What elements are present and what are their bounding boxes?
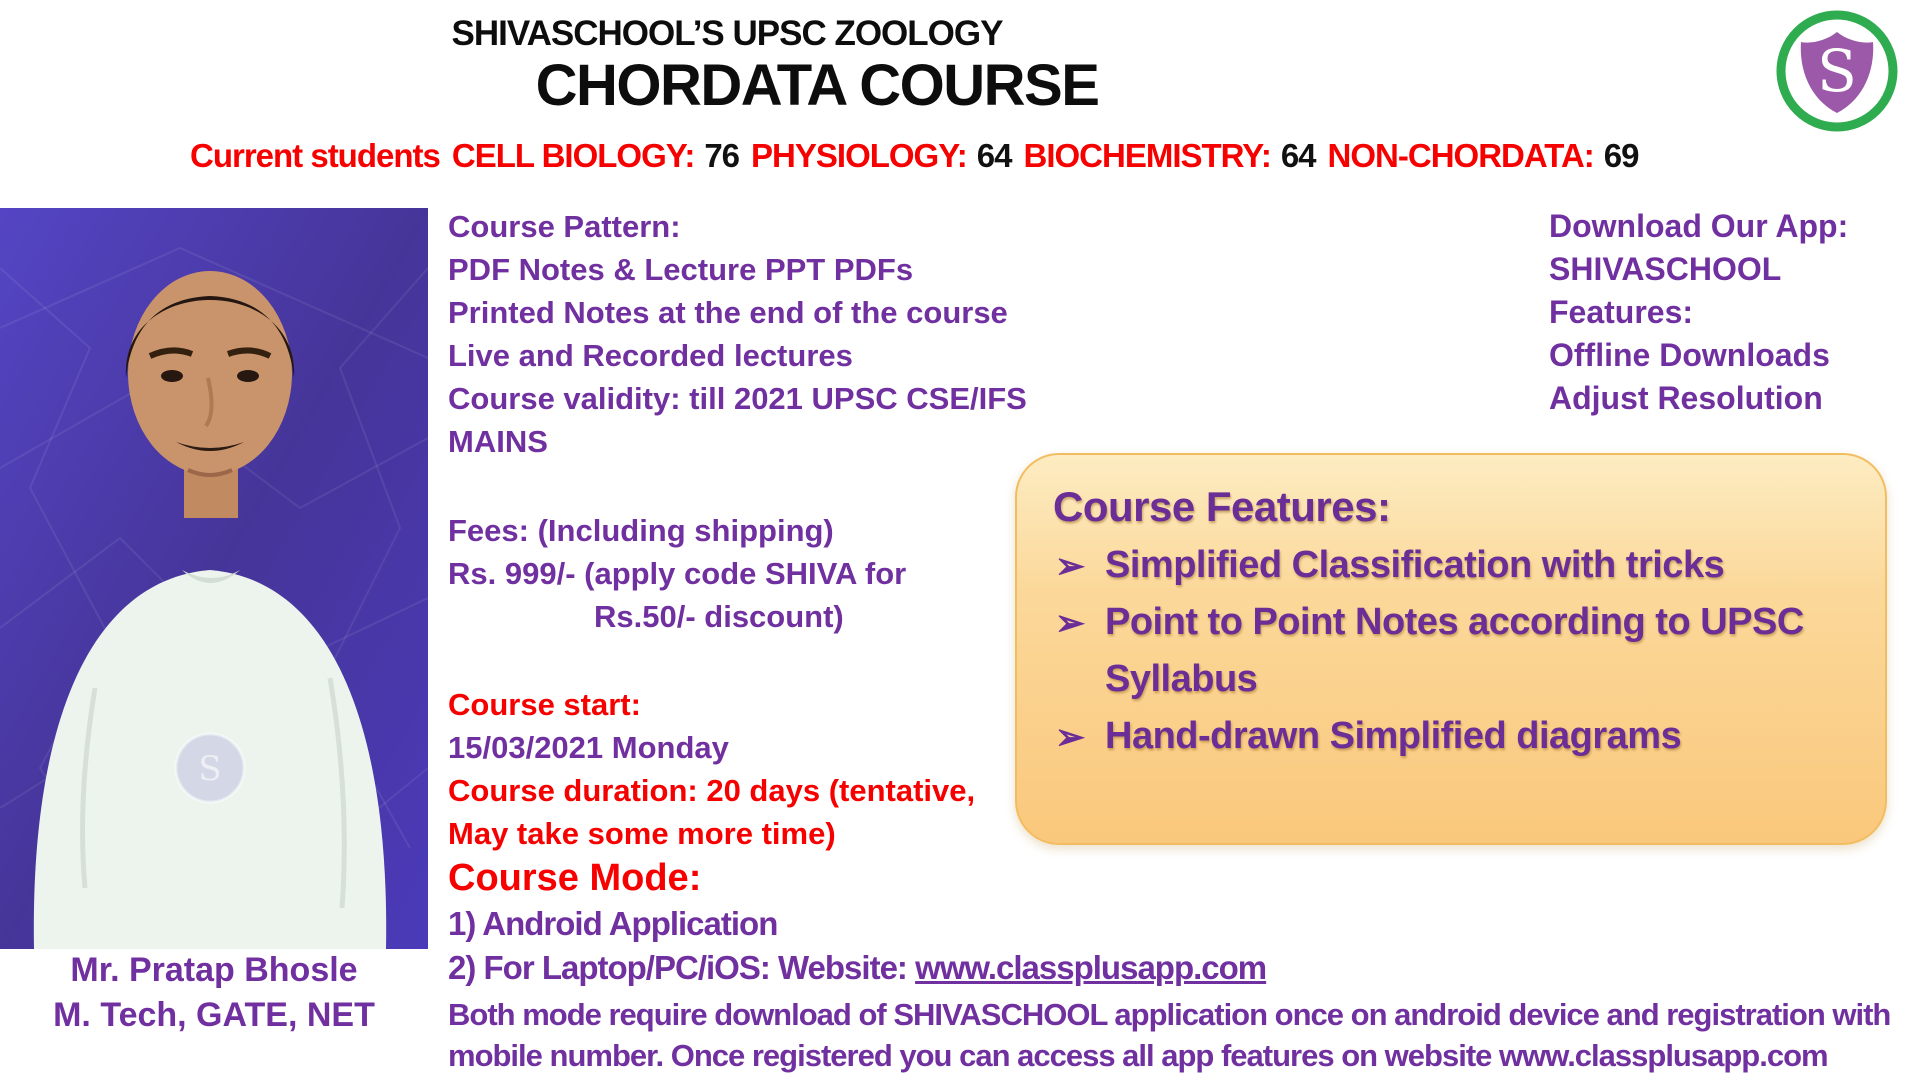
- instructor-qualifications: M. Tech, GATE, NET: [53, 996, 375, 1034]
- instructor-name-block: [0, 948, 428, 1038]
- stat-label-cell-biology: CELL BIOLOGY:: [451, 137, 695, 174]
- svg-text:S: S: [1817, 37, 1857, 105]
- course-mode-item-android: 1) Android Application: [448, 905, 778, 942]
- arrow-bullet-icon: ➢: [1055, 545, 1085, 586]
- schedule-section: [448, 683, 975, 855]
- course-pattern-line: Printed Notes at the end of the course: [448, 295, 1008, 330]
- course-mode-item-web: [448, 946, 1266, 990]
- course-mode-section: [448, 855, 1266, 990]
- course-features-heading: Course Features:: [1053, 483, 1391, 530]
- app-features-heading: Features:: [1549, 294, 1694, 330]
- svg-text:S: S: [198, 749, 222, 789]
- fees-discount-line: Rs.50/- discount): [594, 599, 844, 634]
- fees-line: Rs. 999/- (apply code SHIVA for: [448, 556, 907, 591]
- feature-item: [1053, 708, 1857, 765]
- stats-prefix: Current students: [190, 137, 440, 174]
- arrow-bullet-icon: ➢: [1055, 602, 1085, 643]
- course-mode-heading: Course Mode:: [448, 857, 702, 899]
- feature-item: [1053, 537, 1857, 594]
- stat-label-non-chordata: NON-CHORDATA:: [1327, 137, 1594, 174]
- stat-value-physiology: 64: [976, 137, 1012, 174]
- registration-note-line: mobile number. Once registered you can access all app features on website www.classplusapp.com: [448, 1038, 1828, 1073]
- stat-label-biochemistry: BIOCHEMISTRY:: [1023, 137, 1271, 174]
- page-title: CHORDATA COURSE: [535, 53, 1099, 118]
- course-pattern-line: Live and Recorded lectures: [448, 338, 853, 373]
- arrow-bullet-icon: ➢: [1055, 716, 1085, 757]
- app-feature-offline: Offline Downloads: [1549, 337, 1830, 373]
- registration-note-line: Both mode require download of SHIVASCHOOL application once on android device and registration with: [448, 997, 1891, 1032]
- stat-value-non-chordata: 69: [1603, 137, 1639, 174]
- feature-item-text: Hand-drawn Simplified diagrams: [1105, 715, 1682, 757]
- course-duration-line: Course duration: 20 days (tentative,: [448, 773, 976, 808]
- classplus-website-link[interactable]: www.classplusapp.com: [915, 949, 1267, 986]
- course-pattern-section: [448, 205, 1027, 463]
- stat-value-cell-biology: 76: [704, 137, 740, 174]
- shivaschool-logo-icon: [1774, 8, 1900, 134]
- stat-label-physiology: PHYSIOLOGY:: [751, 137, 967, 174]
- app-name: SHIVASCHOOL: [1549, 251, 1782, 287]
- course-start-heading: Course start:: [448, 687, 641, 722]
- download-app-heading: Download Our App:: [1549, 208, 1849, 244]
- course-pattern-heading: Course Pattern:: [448, 209, 681, 244]
- registration-note: [448, 994, 1890, 1076]
- course-pattern-line: Course validity: till 2021 UPSC CSE/IFS: [448, 381, 1027, 416]
- course-start-date: 15/03/2021 Monday: [448, 730, 729, 765]
- current-students-stats: [190, 137, 1639, 175]
- feature-item-text: Point to Point Notes according to UPSC Syllabus: [1105, 601, 1804, 700]
- course-features-box: [1015, 453, 1887, 845]
- course-pattern-line: MAINS: [448, 424, 548, 459]
- fees-heading: Fees: (Including shipping): [448, 513, 834, 548]
- course-pattern-line: PDF Notes & Lecture PPT PDFs: [448, 252, 914, 287]
- instructor-photo: [0, 208, 428, 949]
- course-mode-item-web-text: 2) For Laptop/PC/iOS: Website:: [448, 949, 916, 986]
- instructor-name: Mr. Pratap Bhosle: [70, 951, 358, 989]
- feature-item: [1053, 594, 1857, 708]
- app-info-section: [1549, 205, 1848, 420]
- fees-section: [448, 509, 906, 638]
- feature-item-text: Simplified Classification with tricks: [1105, 544, 1725, 586]
- brand-subtitle: SHIVASCHOOL’S UPSC ZOOLOGY: [451, 14, 1003, 53]
- app-feature-resolution: Adjust Resolution: [1549, 380, 1823, 416]
- course-duration-line: May take some more time): [448, 816, 836, 851]
- stat-value-biochemistry: 64: [1280, 137, 1316, 174]
